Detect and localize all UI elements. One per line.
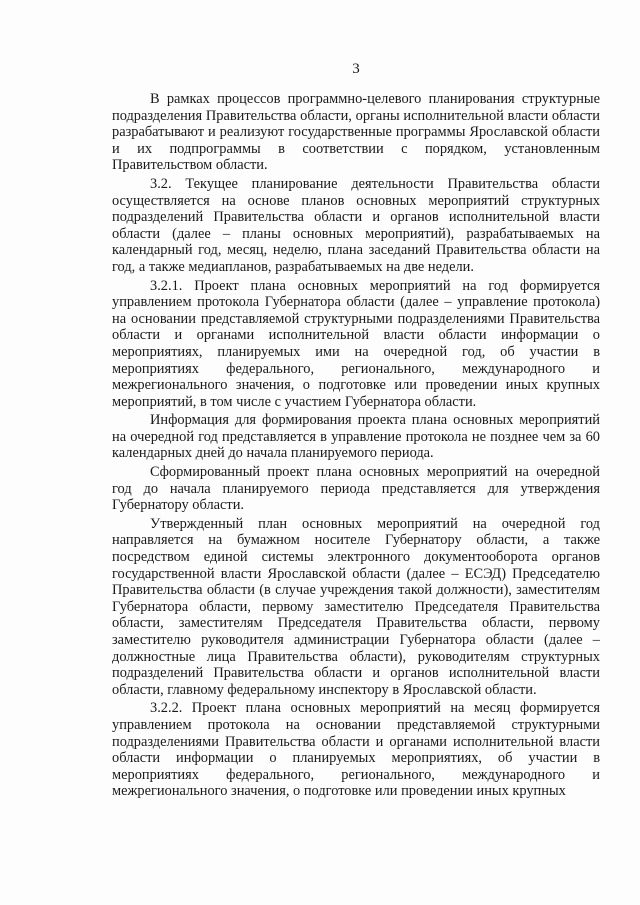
paragraph-draft-approval: Сформированный проект плана основных мероприятий на очередной год до начала планируемого периода представляется для утверждения Губернатору области.	[112, 464, 600, 514]
paragraph-program-planning: В рамках процессов программно-целевого планирования структурные подразделения Правительства области, органы исполнительной власти области разрабатывают и реализуют государственные программы Ярославской области и их подпрограммы в соответствии с порядком, установленным Правительством области.	[112, 91, 600, 174]
paragraph-approved-plan-distribution: Утвержденный план основных мероприятий на очередной год направляется на бумажном носителе Губернатору области, а также посредством единой системы электронного документооборота органов государственной власти Ярославской области (далее – ЕСЭД) Председателю Правительства области (в случае учреждения такой должности), заместителям Губернатора области, первому заместителю Председателя Правительства области, заместителям Председателя Правительства области, первому заместителю руководителя администрации Губернатора области (далее – должностные лица Правительства области), руководителям структурных подразделений Правительства области и органов исполнительной власти области, главному федеральному инспектору в Ярославской области.	[112, 515, 600, 698]
paragraph-3-2: 3.2. Текущее планирование деятельности Правительства области осуществляется на основе планов основных мероприятий структурных подразделений Правительства области и органов исполнительной власти области (далее – планы основных мероприятий), разрабатываемых на календарный год, месяц, неделю, плана заседаний Правительства области на год, а также медиапланов, разрабатываемых на две недели.	[112, 175, 600, 275]
page-number: 3	[352, 61, 360, 77]
paragraph-3-2-1: 3.2.1. Проект плана основных мероприятий на год формируется управлением протокола Губернатора области (далее – управление протокола) на основании представляемой структурными подразделениями Правительства области и органами исполнительной власти области информации о мероприятиях, планируемых ими на очередной год, об участии в мероприятиях федерального, регионального, международного и межрегионального значения, о подготовке или проведении иных крупных мероприятий, в том числе с участием Губернатора области.	[112, 277, 600, 410]
paragraph-info-deadline: Информация для формирования проекта плана основных мероприятий на очередной год представляется в управление протокола не позднее чем за 60 календарных дней до начала планируемого периода.	[112, 412, 600, 462]
paragraph-3-2-2: 3.2.2. Проект плана основных мероприятий на месяц формируется управлением протокола на основании представляемой структурными подразделениями Правительства области и органами исполнительной власти области информации о планируемых мероприятиях, об участии в мероприятиях федерального, регионального, международного и межрегионального значения, о подготовке или проведении иных крупных	[112, 700, 600, 800]
